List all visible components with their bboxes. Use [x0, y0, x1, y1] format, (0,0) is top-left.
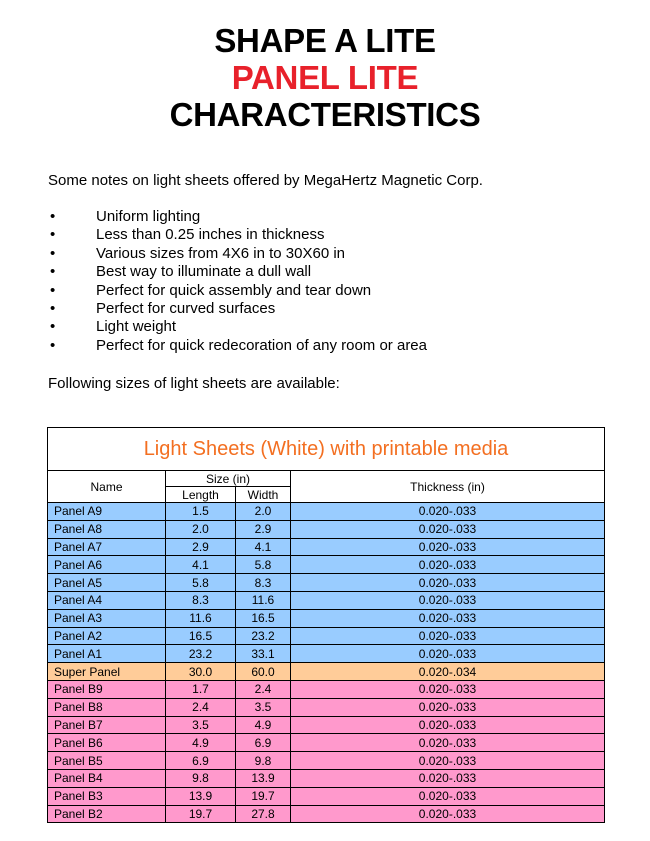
cell-width: 60.0 — [236, 663, 291, 681]
cell-name: Panel A2 — [48, 627, 166, 645]
cell-thickness: 0.020-.033 — [291, 752, 605, 770]
list-item — [48, 245, 427, 263]
cell-name: Panel B8 — [48, 698, 166, 716]
cell-width: 3.5 — [236, 698, 291, 716]
cell-thickness: 0.020-.033 — [291, 680, 605, 698]
cell-thickness: 0.020-.033 — [291, 734, 605, 752]
cell-width: 2.9 — [236, 520, 291, 538]
cell-width: 2.0 — [236, 503, 291, 521]
bullet-icon: • — [50, 244, 56, 262]
cell-thickness: 0.020-.033 — [291, 627, 605, 645]
table-row — [48, 680, 605, 698]
table-row — [48, 716, 605, 734]
cell-width: 33.1 — [236, 645, 291, 663]
list-item — [48, 318, 427, 336]
bullet-icon: • — [50, 263, 56, 281]
bullet-icon: • — [50, 281, 56, 299]
table-row — [48, 627, 605, 645]
cell-thickness: 0.020-.033 — [291, 769, 605, 787]
cell-thickness: 0.020-.033 — [291, 503, 605, 521]
cell-length: 2.4 — [166, 698, 236, 716]
cell-name: Panel B5 — [48, 752, 166, 770]
cell-thickness: 0.020-.033 — [291, 574, 605, 592]
cell-name: Panel A3 — [48, 609, 166, 627]
table-row — [48, 663, 605, 681]
list-item-label: Perfect for curved surfaces — [96, 300, 276, 318]
table-row — [48, 805, 605, 823]
cell-thickness: 0.020-.033 — [291, 538, 605, 556]
title-line-2: PANEL LITE — [231, 59, 419, 96]
list-item-label: Best way to illuminate a dull wall — [96, 263, 312, 281]
cell-length: 4.1 — [166, 556, 236, 574]
list-item-label: Uniform lighting — [96, 208, 201, 225]
cell-thickness: 0.020-.033 — [291, 520, 605, 538]
list-item — [48, 208, 427, 226]
light-sheets-table — [47, 427, 605, 823]
feature-list — [48, 208, 427, 355]
table-row — [48, 556, 605, 574]
cell-length: 30.0 — [166, 663, 236, 681]
cell-name: Panel B4 — [48, 769, 166, 787]
table-row — [48, 752, 605, 770]
cell-width: 9.8 — [236, 752, 291, 770]
title-block — [0, 22, 650, 133]
cell-length: 13.9 — [166, 787, 236, 805]
cell-width: 27.8 — [236, 805, 291, 823]
cell-width: 4.1 — [236, 538, 291, 556]
column-header-size: Size (in) — [166, 471, 291, 487]
bullet-icon: • — [50, 336, 56, 354]
cell-length: 2.9 — [166, 538, 236, 556]
cell-width: 6.9 — [236, 734, 291, 752]
bullet-icon: • — [50, 300, 56, 318]
cell-length: 8.3 — [166, 591, 236, 609]
cell-width: 11.6 — [236, 591, 291, 609]
bullet-icon: • — [50, 208, 56, 225]
list-item — [48, 226, 427, 244]
cell-thickness: 0.020-.033 — [291, 556, 605, 574]
cell-name: Panel A9 — [48, 503, 166, 521]
table-row — [48, 734, 605, 752]
title-line-1: SHAPE A LITE — [214, 22, 436, 59]
cell-thickness: 0.020-.033 — [291, 591, 605, 609]
bullet-icon: • — [50, 226, 56, 244]
table-row — [48, 609, 605, 627]
cell-length: 6.9 — [166, 752, 236, 770]
cell-name: Panel B3 — [48, 787, 166, 805]
cell-thickness: 0.020-.034 — [291, 663, 605, 681]
cell-name: Panel B9 — [48, 680, 166, 698]
column-header-width: Width — [236, 487, 291, 503]
cell-length: 5.8 — [166, 574, 236, 592]
table-row — [48, 503, 605, 521]
table-row — [48, 538, 605, 556]
cell-length: 16.5 — [166, 627, 236, 645]
cell-name: Panel A1 — [48, 645, 166, 663]
cell-length: 19.7 — [166, 805, 236, 823]
cell-width: 4.9 — [236, 716, 291, 734]
cell-name: Panel A8 — [48, 520, 166, 538]
cell-length: 1.7 — [166, 680, 236, 698]
cell-name: Panel B7 — [48, 716, 166, 734]
table-row — [48, 520, 605, 538]
list-item — [48, 282, 427, 300]
list-item — [48, 263, 427, 281]
cell-thickness: 0.020-.033 — [291, 787, 605, 805]
cell-width: 16.5 — [236, 609, 291, 627]
cell-width: 8.3 — [236, 574, 291, 592]
cell-name: Panel A7 — [48, 538, 166, 556]
cell-name: Panel B2 — [48, 805, 166, 823]
list-item-label: Perfect for quick redecoration of any room or area — [96, 336, 427, 354]
table-row — [48, 591, 605, 609]
list-item-label: Light weight — [96, 318, 177, 336]
cell-width: 2.4 — [236, 680, 291, 698]
cell-length: 1.5 — [166, 503, 236, 521]
cell-name: Panel A6 — [48, 556, 166, 574]
following-text: Following sizes of light sheets are available: — [48, 375, 340, 392]
cell-length: 2.0 — [166, 520, 236, 538]
cell-name: Super Panel — [48, 663, 166, 681]
table-body — [48, 503, 605, 823]
cell-thickness: 0.020-.033 — [291, 609, 605, 627]
list-item — [48, 337, 427, 355]
cell-length: 11.6 — [166, 609, 236, 627]
cell-thickness: 0.020-.033 — [291, 805, 605, 823]
table-row — [48, 769, 605, 787]
cell-length: 23.2 — [166, 645, 236, 663]
cell-width: 13.9 — [236, 769, 291, 787]
cell-name: Panel B6 — [48, 734, 166, 752]
cell-thickness: 0.020-.033 — [291, 716, 605, 734]
column-header-thickness: Thickness (in) — [291, 471, 605, 503]
table-row — [48, 645, 605, 663]
cell-width: 5.8 — [236, 556, 291, 574]
cell-width: 23.2 — [236, 627, 291, 645]
cell-length: 4.9 — [166, 734, 236, 752]
cell-name: Panel A4 — [48, 591, 166, 609]
cell-length: 3.5 — [166, 716, 236, 734]
table-row — [48, 787, 605, 805]
list-item — [48, 300, 427, 318]
column-header-length: Length — [166, 487, 236, 503]
cell-width: 19.7 — [236, 787, 291, 805]
list-item-label: Less than 0.25 inches in thickness — [96, 226, 325, 244]
cell-name: Panel A5 — [48, 574, 166, 592]
bullet-icon: • — [50, 318, 56, 336]
intro-text: Some notes on light sheets offered by MegaHertz Magnetic Corp. — [48, 172, 483, 189]
table-caption: Light Sheets (White) with printable media — [48, 428, 605, 471]
title-line-3: CHARACTERISTICS — [169, 96, 481, 133]
cell-length: 9.8 — [166, 769, 236, 787]
table-row — [48, 698, 605, 716]
cell-thickness: 0.020-.033 — [291, 645, 605, 663]
column-header-name: Name — [48, 471, 166, 503]
list-item-label: Various sizes from 4X6 in to 30X60 in — [96, 244, 346, 262]
list-item-label: Perfect for quick assembly and tear down — [96, 281, 372, 299]
table-row — [48, 574, 605, 592]
cell-thickness: 0.020-.033 — [291, 698, 605, 716]
